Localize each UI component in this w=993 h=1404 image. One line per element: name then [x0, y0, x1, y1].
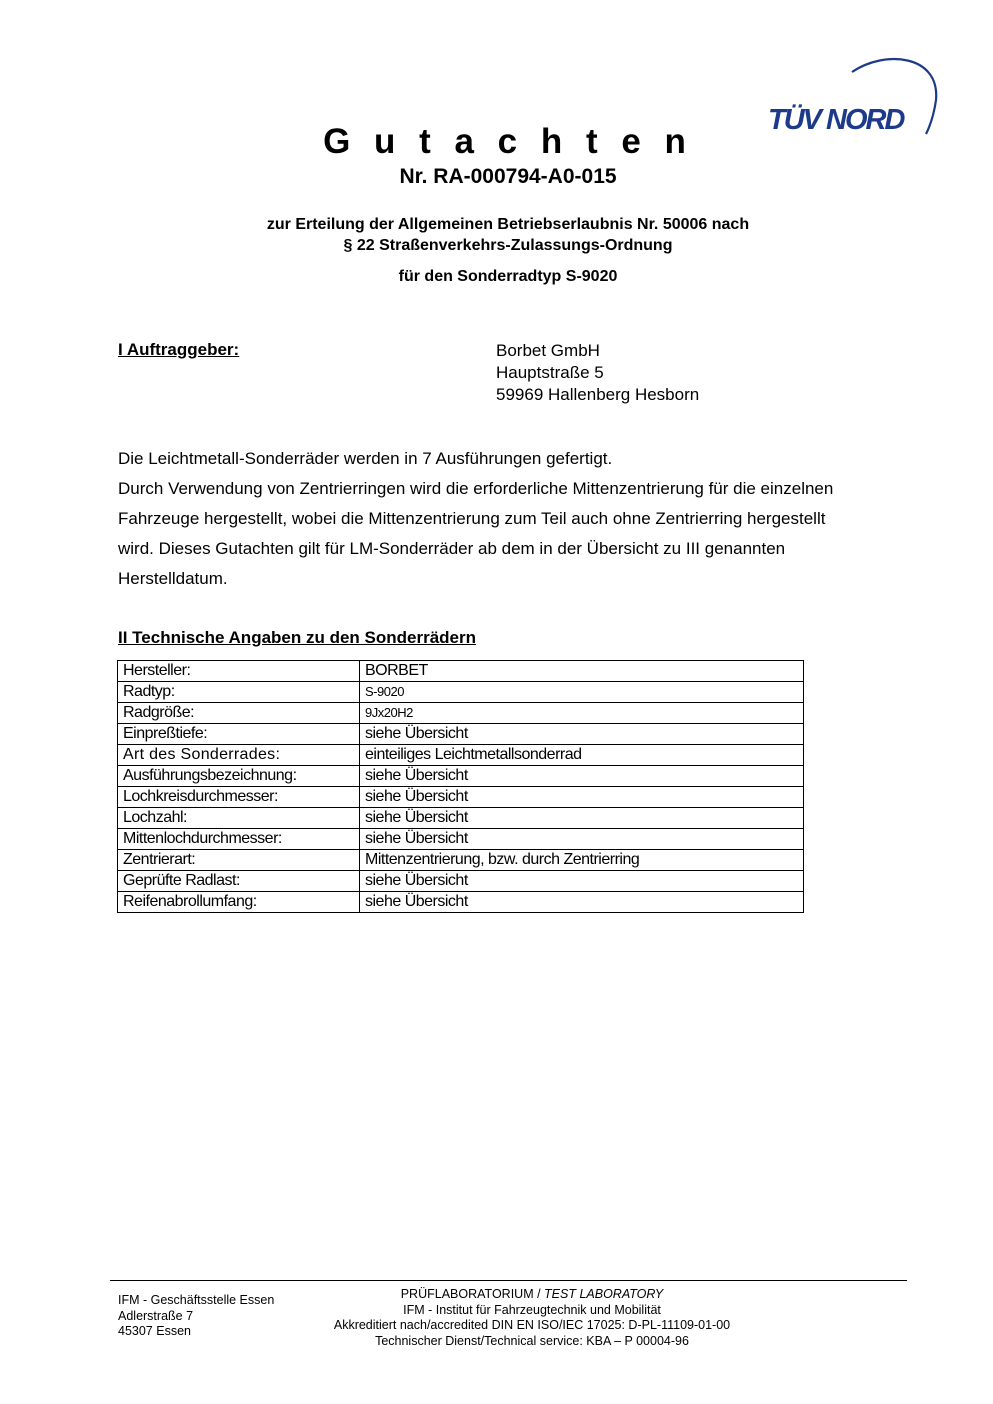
spec-value: S-9020 [360, 682, 804, 703]
intro-paragraph [118, 444, 918, 594]
footer-technical-service: Technischer Dienst/Technical service: KBA – P 00004-96 [375, 1333, 689, 1348]
intro-line: Herstelldatum. [118, 569, 228, 588]
table-row [118, 892, 804, 913]
footer-address-line: Adlerstraße 7 [118, 1308, 194, 1323]
spec-key: Ausführungsbezeichnung: [118, 766, 360, 787]
footer-institute: IFM - Institut für Fahrzeugtechnik und Mobilität [403, 1302, 661, 1317]
lab-label-de: PRÜFLABORATORIUM / [400, 1287, 545, 1301]
table-row [118, 829, 804, 850]
lab-label-en: TEST LABORATORY [544, 1287, 664, 1301]
footer-address-line: IFM - Geschäftsstelle Essen [118, 1293, 275, 1307]
client-address [496, 340, 699, 406]
table-row [118, 661, 804, 682]
table-row [118, 724, 804, 745]
spec-key: Mittenlochdurchmesser: [118, 829, 360, 850]
footer-lab-info [282, 1287, 782, 1349]
intro-line: wird. Dieses Gutachten gilt für LM-Sonderräder ab dem in der Übersicht zu III genannten [118, 539, 786, 558]
document-number: Nr. RA-000794-A0-015 [399, 165, 617, 188]
document-title: G u t a c h t e n [323, 122, 693, 161]
spec-key: Lochkreisdurchmesser: [118, 787, 360, 808]
spec-key: Hersteller: [118, 661, 360, 682]
footer-lab-label [282, 1287, 782, 1303]
intro-line: Durch Verwendung von Zentrierringen wird die erforderliche Mittenzentrierung für die einzelnen [118, 479, 834, 498]
spec-value: Mittenzentrierung, bzw. durch Zentrierring [360, 850, 804, 871]
spec-key: Einpreßtiefe: [118, 724, 360, 745]
specs-heading: II Technische Angaben zu den Sonderrädern [118, 628, 477, 647]
client-address-line: 59969 Hallenberg Hesborn [496, 385, 700, 404]
client-address-line: Borbet GmbH [496, 341, 600, 360]
spec-key: Radtyp: [118, 682, 360, 703]
footer-address-line: 45307 Essen [118, 1324, 191, 1338]
spec-value: siehe Übersicht [360, 787, 804, 808]
spec-key: Geprüfte Radlast: [118, 871, 360, 892]
spec-value: siehe Übersicht [360, 766, 804, 787]
footer-accreditation: Akkreditiert nach/accredited DIN EN ISO/IEC 17025: D-PL-11109-01-00 [333, 1318, 731, 1332]
footer-divider [110, 1280, 907, 1281]
subtitle-line-2: § 22 Straßenverkehrs-Zulassungs-Ordnung [343, 237, 673, 254]
intro-line: Die Leichtmetall-Sonderräder werden in 7 Ausführungen gefertigt. [118, 449, 613, 468]
intro-line: Fahrzeuge hergestellt, wobei die Mittenzentrierung zum Teil auch ohne Zentrierring hergestellt [118, 509, 826, 528]
spec-key: Lochzahl: [118, 808, 360, 829]
spec-key: Reifenabrollumfang: [118, 892, 360, 913]
spec-key: Art des Sonderrades: [118, 745, 360, 766]
spec-key: Zentrierart: [118, 850, 360, 871]
table-row [118, 787, 804, 808]
client-label: I Auftraggeber: [118, 340, 240, 359]
spec-value: einteiliges Leichtmetallsonderrad [360, 745, 804, 766]
table-row [118, 745, 804, 766]
subtitle-line-1: zur Erteilung der Allgemeinen Betriebserlaubnis Nr. 50006 nach [266, 216, 750, 233]
table-row [118, 682, 804, 703]
table-row [118, 871, 804, 892]
spec-value: siehe Übersicht [360, 808, 804, 829]
spec-value: siehe Übersicht [360, 892, 804, 913]
table-row [118, 808, 804, 829]
subtitle-line-3: für den Sonderradtyp S-9020 [398, 268, 618, 285]
footer-address [118, 1293, 274, 1340]
spec-value: siehe Übersicht [360, 829, 804, 850]
spec-value: BORBET [360, 661, 804, 682]
spec-value: 9Jx20H2 [360, 703, 804, 724]
table-row [118, 703, 804, 724]
specs-table [117, 660, 804, 913]
table-row [118, 766, 804, 787]
spec-value: siehe Übersicht [360, 871, 804, 892]
table-row [118, 850, 804, 871]
spec-key: Radgröße: [118, 703, 360, 724]
spec-value: siehe Übersicht [360, 724, 804, 745]
logo-text: TÜV NORD [768, 104, 904, 136]
client-address-line: Hauptstraße 5 [496, 363, 604, 382]
